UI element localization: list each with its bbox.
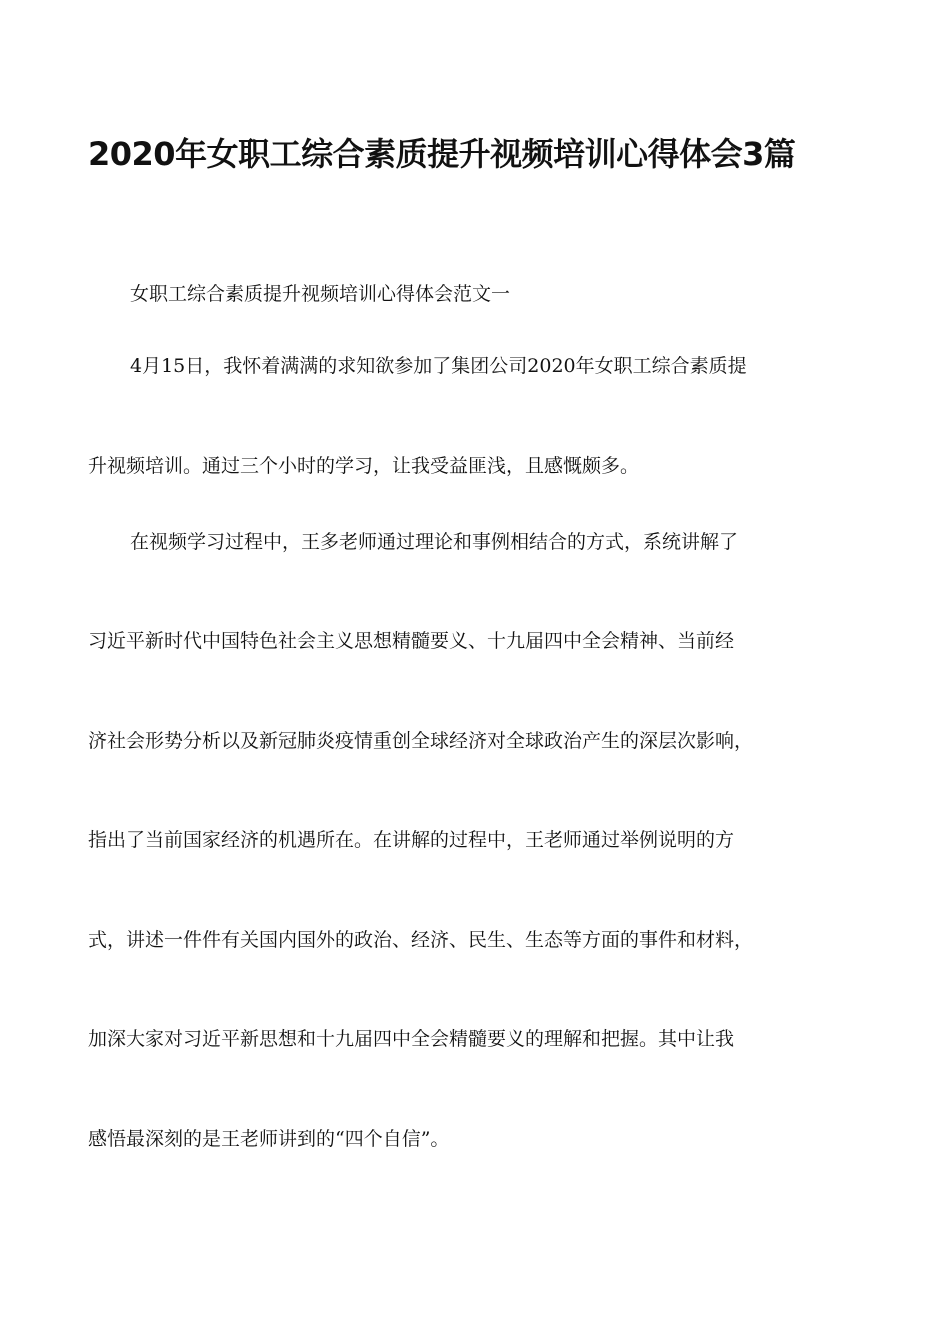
- paragraph-line: 指出了当前国家经济的机遇所在。在讲解的过程中，王老师通过举例说明的方: [88, 829, 735, 851]
- paragraph-line: 感悟最深刻的是王老师讲到的“四个自信”。: [88, 1128, 450, 1150]
- paragraph-line: 4月15日，我怀着满满的求知欲参加了集团公司2020年女职工综合素质提: [130, 355, 747, 377]
- paragraph-line: 在视频学习过程中，王多老师通过理论和事例相结合的方式，系统讲解了: [130, 531, 739, 553]
- document-title: 2020年女职工综合素质提升视频培训心得体会3篇: [88, 135, 796, 173]
- paragraph-line: 济社会形势分析以及新冠肺炎疫情重创全球经济对全球政治产生的深层次影响，: [88, 730, 754, 752]
- paragraph-line: 升视频培训。通过三个小时的学习，让我受益匪浅，且感慨颇多。: [88, 455, 640, 477]
- paragraph-line: 式，讲述一件件有关国内国外的政治、经济、民生、生态等方面的事件和材料，: [88, 929, 754, 951]
- paragraph-line: 加深大家对习近平新思想和十九届四中全会精髓要义的理解和把握。其中让我: [88, 1028, 735, 1050]
- section-heading: 女职工综合素质提升视频培训心得体会范文一: [130, 283, 511, 305]
- paragraph-line: 习近平新时代中国特色社会主义思想精髓要义、十九届四中全会精神、当前经: [88, 630, 735, 652]
